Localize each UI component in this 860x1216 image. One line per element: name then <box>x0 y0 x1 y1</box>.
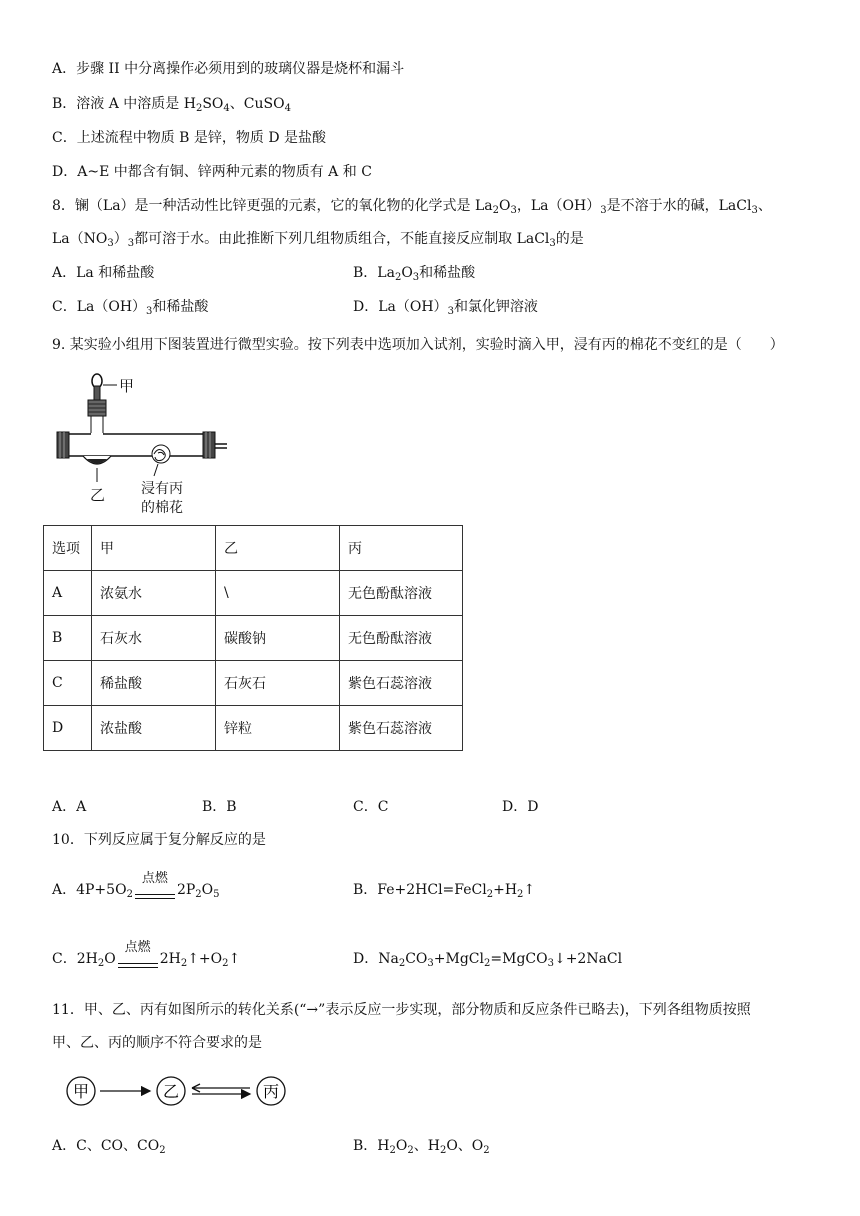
q9-options-table <box>43 525 463 751</box>
table-cell: 无色酚酞溶液 <box>340 616 463 661</box>
q8-stem-line1: 8．镧（La）是一种活动性比锌更强的元素，它的氧化物的化学式是 $La_2O_3$，$La(OH)_3$是不溶于水的碱，LaCl$_3$、 <box>52 198 772 216</box>
table-row <box>44 661 463 706</box>
q11-stem-line2: 甲、乙、丙的顺序不符合要求的是 <box>52 1035 262 1051</box>
fig-label-yi: 乙 <box>90 487 106 504</box>
table-cell: 石灰石 <box>216 661 340 706</box>
table-header-cell: 乙 <box>216 526 340 571</box>
table-cell: A <box>44 571 92 616</box>
q8-option-b: B．$La_2O_3$和稀盐酸 <box>353 265 476 283</box>
q9-stem: 9. 某实验小组用下图装置进行微型实验。按下列表中选项加入试剂，实验时滴入甲，浸有丙的棉花不变红的是（ ） <box>52 337 784 353</box>
table-cell: 锌粒 <box>216 706 340 751</box>
q11-conversion-diagram <box>64 1074 294 1110</box>
cotton-icon <box>152 445 170 463</box>
table-cell: C <box>44 661 92 706</box>
table-header-row <box>44 526 463 571</box>
reaction-condition-arrow: 点燃 <box>133 885 177 905</box>
fig-label-cotton-1: 浸有丙 <box>141 480 183 496</box>
table-cell: 稀盐酸 <box>92 661 216 706</box>
table-header-cell: 丙 <box>340 526 463 571</box>
q7-option-b: B．溶液 A 中溶质是 $H_2SO_4$、CuSO$_4$ <box>52 96 291 114</box>
q9-option-b: B．B <box>202 799 237 815</box>
table-cell: 紫色石蕊溶液 <box>340 661 463 706</box>
table-row <box>44 616 463 661</box>
table-cell: 石灰水 <box>92 616 216 661</box>
q11-option-b: B．$H_2O_2$、$H_2O$、$O_2$ <box>353 1138 490 1156</box>
q10-option-b: B．$Fe+2HCl=FeCl_2+H_2↑$ <box>353 882 536 900</box>
q8-option-c: C．$La(OH)_3$和稀盐酸 <box>52 299 209 317</box>
q9-apparatus-figure <box>55 372 255 520</box>
q10-option-a: A．$4P+5O_2$ 点燃 $2P_2O_5$ <box>52 880 220 905</box>
fig-label-jia: 甲 <box>119 378 135 395</box>
reaction-condition-arrow: 点燃 <box>116 954 160 974</box>
q7-option-d: D．A~E 中都含有铜、锌两种元素的物质有 A 和 C <box>52 164 372 180</box>
table-cell: 浓氨水 <box>92 571 216 616</box>
diagram-node-bing: 丙 <box>262 1084 280 1101</box>
table-header-cell: 选项 <box>44 526 92 571</box>
table-cell: 碳酸钠 <box>216 616 340 661</box>
table-row <box>44 706 463 751</box>
q10-stem: 10．下列反应属于复分解反应的是 <box>52 832 266 848</box>
q10-option-c: C．$2H_2O$ 点燃 $2H_2↑+O_2↑$ <box>52 949 240 974</box>
q8-stem-line2: $La(NO_3)_3$都可溶于水。由此推断下列几组物质组合，不能直接反应制取 LaCl$_3$的是 <box>52 231 584 249</box>
table-cell: 无色酚酞溶液 <box>340 571 463 616</box>
table-header-cell: 甲 <box>92 526 216 571</box>
q7-option-c: C．上述流程中物质 B 是锌，物质 D 是盐酸 <box>52 130 327 146</box>
q9-option-a: A．A <box>52 799 87 815</box>
q11-stem-line1: 11．甲、乙、丙有如图所示的转化关系(“→”表示反应一步实现，部分物质和反应条件已略去)，下列各组物质按照 <box>52 1002 751 1018</box>
diagram-node-yi: 乙 <box>162 1084 180 1101</box>
q8-option-a: A．La 和稀盐酸 <box>52 265 155 281</box>
table-cell: B <box>44 616 92 661</box>
q10-option-d: D．$Na_2CO_3+MgCl_2=MgCO_3↓+2NaCl$ <box>353 951 623 969</box>
table-row <box>44 571 463 616</box>
fig-label-cotton-2: 的棉花 <box>141 499 183 515</box>
table-cell: 紫色石蕊溶液 <box>340 706 463 751</box>
table-cell: 浓盐酸 <box>92 706 216 751</box>
diagram-node-jia: 甲 <box>72 1084 90 1101</box>
table-cell: D <box>44 706 92 751</box>
q9-option-d: D．D <box>502 799 539 815</box>
q8-option-d: D．$La(OH)_3$和氯化钾溶液 <box>353 299 538 317</box>
q9-option-c: C．C <box>353 799 389 815</box>
q7-option-a: A．步骤 II 中分离操作必须用到的玻璃仪器是烧杯和漏斗 <box>52 61 405 77</box>
q11-option-a: A．C、CO、$CO_2$ <box>52 1138 166 1156</box>
table-cell: \ <box>216 571 340 616</box>
